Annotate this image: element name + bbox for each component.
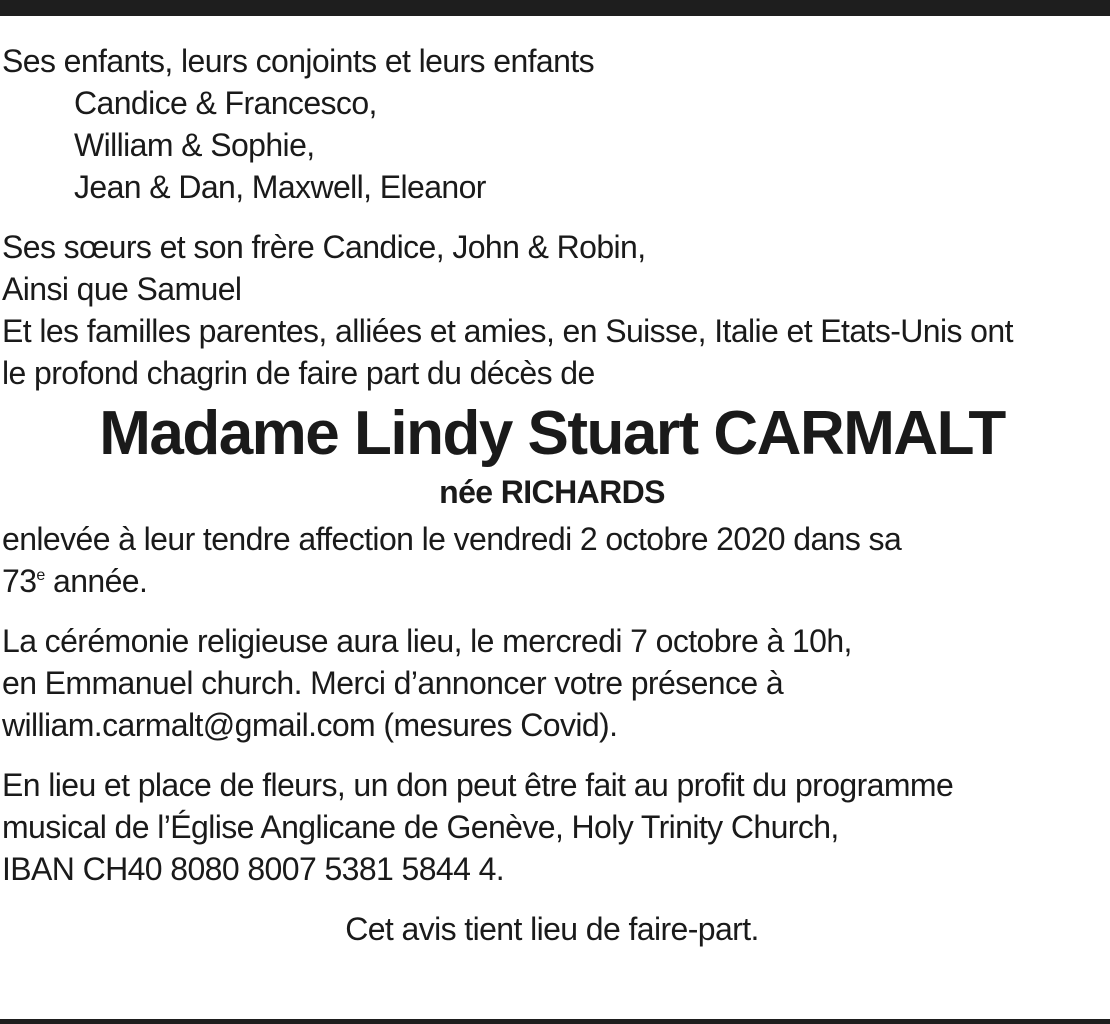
ceremony-line: en Emmanuel church. Merci d’annoncer votre présence à <box>2 665 784 701</box>
age-suffix: e <box>36 567 45 584</box>
child-line: Jean & Dan, Maxwell, Eleanor <box>74 169 486 205</box>
death-block <box>2 518 1102 602</box>
child-line: William & Sophie, <box>74 127 315 163</box>
relatives-line: Et les familles parentes, alliées et amies, en Suisse, Italie et Etats-Unis ont <box>2 313 1013 349</box>
ceremony-line: La cérémonie religieuse aura lieu, le mercredi 7 octobre à 10h, <box>2 623 852 659</box>
ceremony-block <box>2 620 1102 746</box>
relatives-block <box>2 310 1102 394</box>
donation-line: musical de l’Église Anglicane de Genève, Holy Trinity Church, <box>2 809 839 845</box>
family-block <box>2 40 1102 208</box>
maiden-name: née RICHARDS <box>439 474 665 510</box>
age-number: 73 <box>2 563 37 599</box>
child-line: Candice & Francesco, <box>74 85 377 121</box>
deceased-name: Madame Lindy Stuart CARMALT <box>99 399 1005 468</box>
death-line: enlevée à leur tendre affection le vendredi 2 octobre 2020 dans sa <box>2 521 902 557</box>
iban-line: IBAN CH40 8080 8007 5381 5844 4. <box>2 851 505 887</box>
donation-block <box>2 764 1102 890</box>
ceremony-email-line: william.carmalt@gmail.com (mesures Covid). <box>2 707 618 743</box>
siblings-line: Ses sœurs et son frère Candice, John & Robin, <box>2 229 646 265</box>
bottom-rule <box>0 1019 1110 1024</box>
donation-line: En lieu et place de fleurs, un don peut être fait au profit du programme <box>2 767 954 803</box>
also-line: Ainsi que Samuel <box>2 271 242 307</box>
notice-body <box>2 40 1102 950</box>
family-intro: Ses enfants, leurs conjoints et leurs enfants <box>2 43 595 79</box>
age-word: année. <box>44 563 148 599</box>
closing-line: Cet avis tient lieu de faire-part. <box>345 911 759 947</box>
top-rule <box>0 0 1110 16</box>
age-line <box>2 560 1102 602</box>
relatives-line: le profond chagrin de faire part du décès de <box>2 355 595 391</box>
